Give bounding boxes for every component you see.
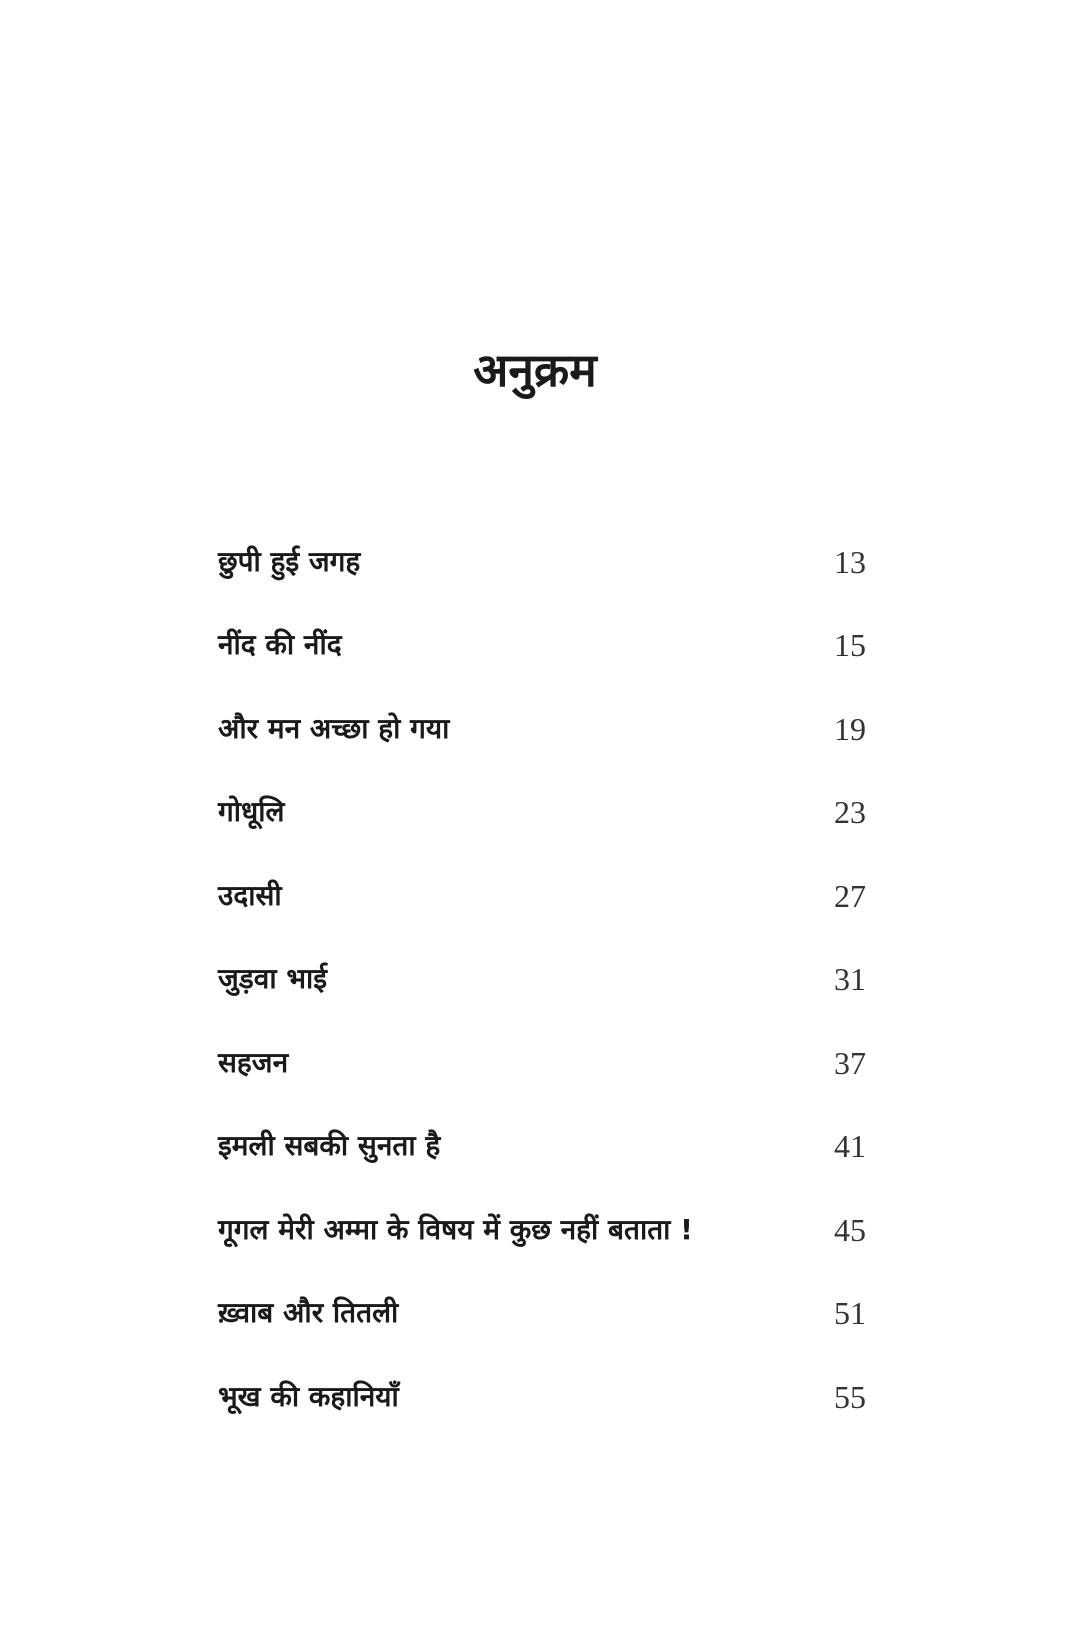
toc-entry-page: 13: [834, 543, 866, 580]
toc-entry-title: ख़्वाब और तितली: [218, 1296, 399, 1330]
toc-entry-page: 37: [834, 1044, 866, 1081]
toc-entry-title: जुड़वा भाई: [218, 962, 328, 996]
toc-entry: [218, 520, 866, 604]
toc-entry-title: छुपी हुई जगह: [218, 544, 361, 578]
toc-entry: [218, 1105, 866, 1189]
toc-entry-title: गोधूलि: [218, 795, 285, 829]
table-of-contents: [218, 520, 866, 1439]
toc-entry-title: गूगल मेरी अम्मा के विषय में कुछ नहीं बताता !: [218, 1212, 693, 1246]
toc-entry: [218, 771, 866, 855]
toc-entry-page: 41: [834, 1128, 866, 1165]
toc-entry: [218, 1355, 866, 1439]
toc-entry-page: 31: [834, 961, 866, 998]
toc-entry-page: 55: [834, 1378, 866, 1415]
toc-entry-title: सहजन: [218, 1045, 289, 1079]
toc-entry: [218, 687, 866, 771]
toc-entry-page: 45: [834, 1211, 866, 1248]
page-title: अनुक्रम: [473, 343, 597, 397]
toc-entry-page: 27: [834, 877, 866, 914]
toc-entry-title: भूख की कहानियाँ: [218, 1379, 399, 1413]
toc-entry-page: 15: [834, 627, 866, 664]
toc-entry-title: उदासी: [218, 878, 282, 912]
toc-entry: [218, 854, 866, 938]
toc-entry-page: 51: [834, 1295, 866, 1332]
toc-entry-title: नींद की नींद: [218, 628, 342, 662]
toc-entry-page: 23: [834, 794, 866, 831]
toc-entry: [218, 1272, 866, 1356]
toc-entry: [218, 604, 866, 688]
toc-entry-title: इमली सबकी सुनता है: [218, 1129, 441, 1163]
toc-entry: [218, 1021, 866, 1105]
toc-entry-page: 19: [834, 710, 866, 747]
toc-entry: [218, 1188, 866, 1272]
toc-entry: [218, 938, 866, 1022]
toc-entry-title: और मन अच्छा हो गया: [218, 711, 450, 745]
